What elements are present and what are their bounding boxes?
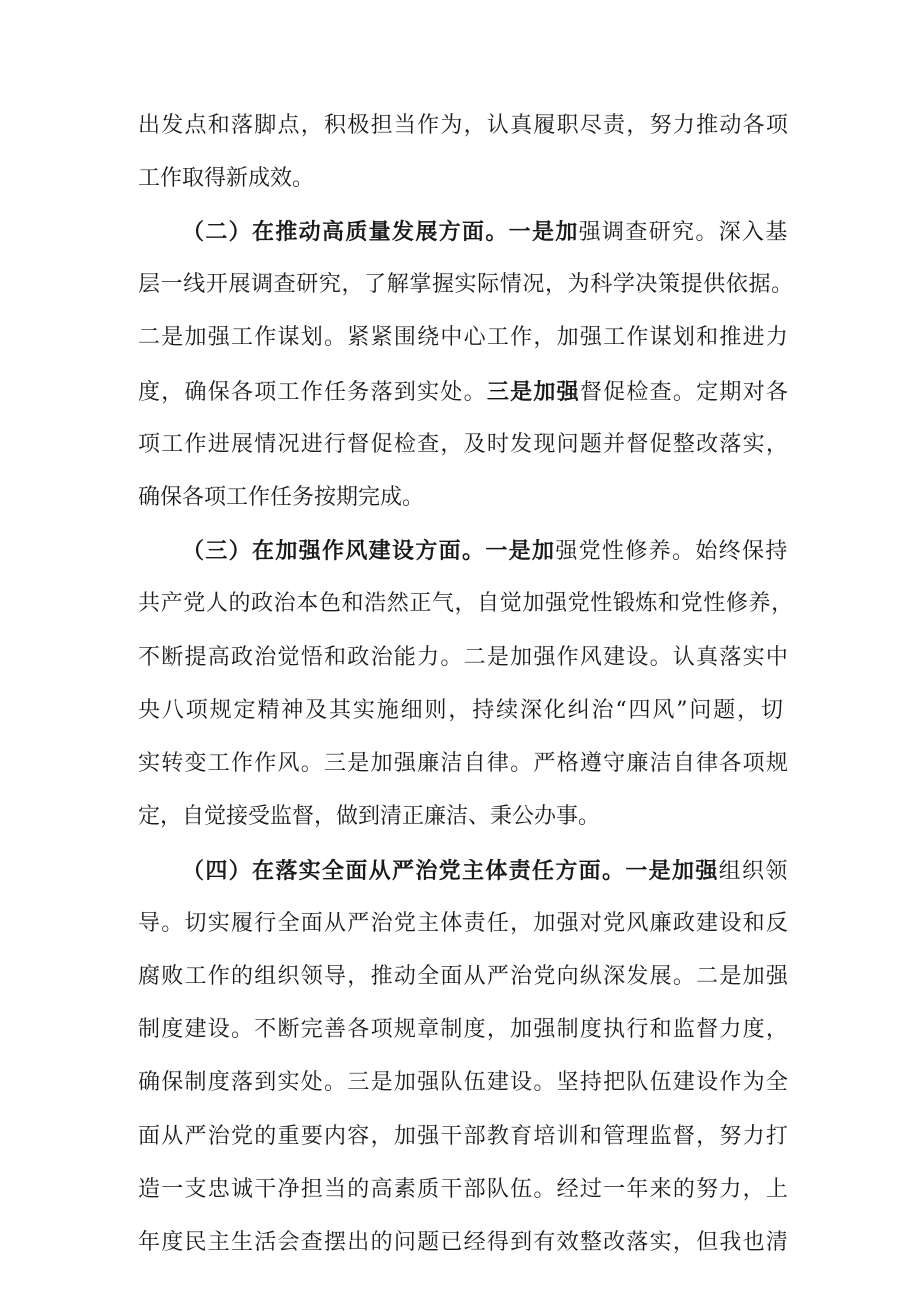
text-line-1 [138, 106, 798, 146]
text-segment: 确保各项工作任务按期完成。 [138, 485, 425, 510]
text-line-9-heading-3 [182, 531, 798, 571]
text-line-6 [138, 372, 798, 412]
text-segment: 组织领 [718, 859, 789, 884]
text-line-16 [138, 904, 798, 944]
text-segment: 二是加强工作谋划。紧紧围绕中心工作，加强工作谋划和推进力 [138, 325, 790, 350]
text-segment: 督促检查。定期对各 [579, 380, 790, 405]
text-line-3-heading-2 [182, 212, 798, 252]
text-segment: 导。切实履行全面从严治党主体责任，加强对党风廉政建设和反 [138, 911, 790, 936]
section-heading-4: （四）在落实全面从严治党主体责任方面。一是加强 [182, 858, 719, 884]
text-segment: 面从严治党的重要内容，加强干部教育培训和管理监督，努力打 [138, 1124, 790, 1149]
text-line-15-heading-4 [182, 851, 798, 891]
text-segment: 央八项规定精神及其实施细则，持续深化纠治“四风”问题，切 [138, 698, 785, 723]
text-line-11 [138, 638, 798, 678]
text-segment: 度，确保各项工作任务落到实处。 [138, 380, 487, 405]
text-segment: 出发点和落脚点，积极担当作为，认真履职尽责，努力推动各项 [138, 113, 790, 138]
text-line-12 [138, 691, 798, 731]
text-line-14 [138, 797, 798, 837]
text-segment: 年度民主生活会查摆出的问题已经得到有效整改落实，但我也清 [138, 1230, 790, 1255]
text-segment: 腐败工作的组织领导，推动全面从严治党向纵深发展。二是加强 [138, 964, 790, 989]
text-line-4 [138, 265, 798, 305]
text-segment: 强调查研究。深入基 [578, 220, 789, 245]
text-segment: 制度建设。不断完善各项规章制度，加强制度执行和监督力度， [138, 1017, 790, 1042]
text-line-17 [138, 957, 798, 997]
text-line-22 [138, 1223, 798, 1263]
text-segment: 共产党人的政治本色和浩然正气，自觉加强党性锻炼和党性修养， [138, 591, 794, 616]
text-line-8 [138, 478, 798, 518]
section-heading-3: （三）在加强作风建设方面。一是加 [182, 538, 556, 564]
section-heading-2: （二）在推动高质量发展方面。一是加 [182, 219, 579, 245]
text-segment: 工作取得新成效。 [138, 166, 315, 191]
text-line-21 [138, 1170, 798, 1210]
text-segment: 不断提高政治觉悟和政治能力。二是加强作风建设。认真落实中 [138, 645, 790, 670]
text-line-20 [138, 1117, 798, 1157]
text-segment: 强党性修养。始终保持 [555, 539, 789, 564]
text-segment: 层一线开展调查研究，了解掌握实际情况，为科学决策提供依据。 [138, 272, 794, 297]
text-line-7 [138, 425, 798, 465]
text-line-2 [138, 159, 798, 199]
text-line-13 [138, 744, 798, 784]
text-segment: 实转变工作作风。三是加强廉洁自律。严格遵守廉洁自律各项规 [138, 751, 790, 776]
text-line-5 [138, 318, 798, 358]
text-segment: 定，自觉接受监督，做到清正廉洁、秉公办事。 [138, 804, 601, 829]
text-line-19 [138, 1063, 798, 1103]
text-segment: 造一支忠诚干净担当的高素质干部队伍。经过一年来的努力，上 [138, 1177, 790, 1202]
text-segment: 确保制度落到实处。三是加强队伍建设。坚持把队伍建设作为全 [138, 1070, 790, 1095]
text-segment: 项工作进展情况进行督促检查，及时发现问题并督促整改落实， [138, 432, 790, 457]
text-line-10 [138, 584, 798, 624]
text-line-18 [138, 1010, 798, 1050]
bold-phrase: 三是加强 [486, 379, 580, 405]
